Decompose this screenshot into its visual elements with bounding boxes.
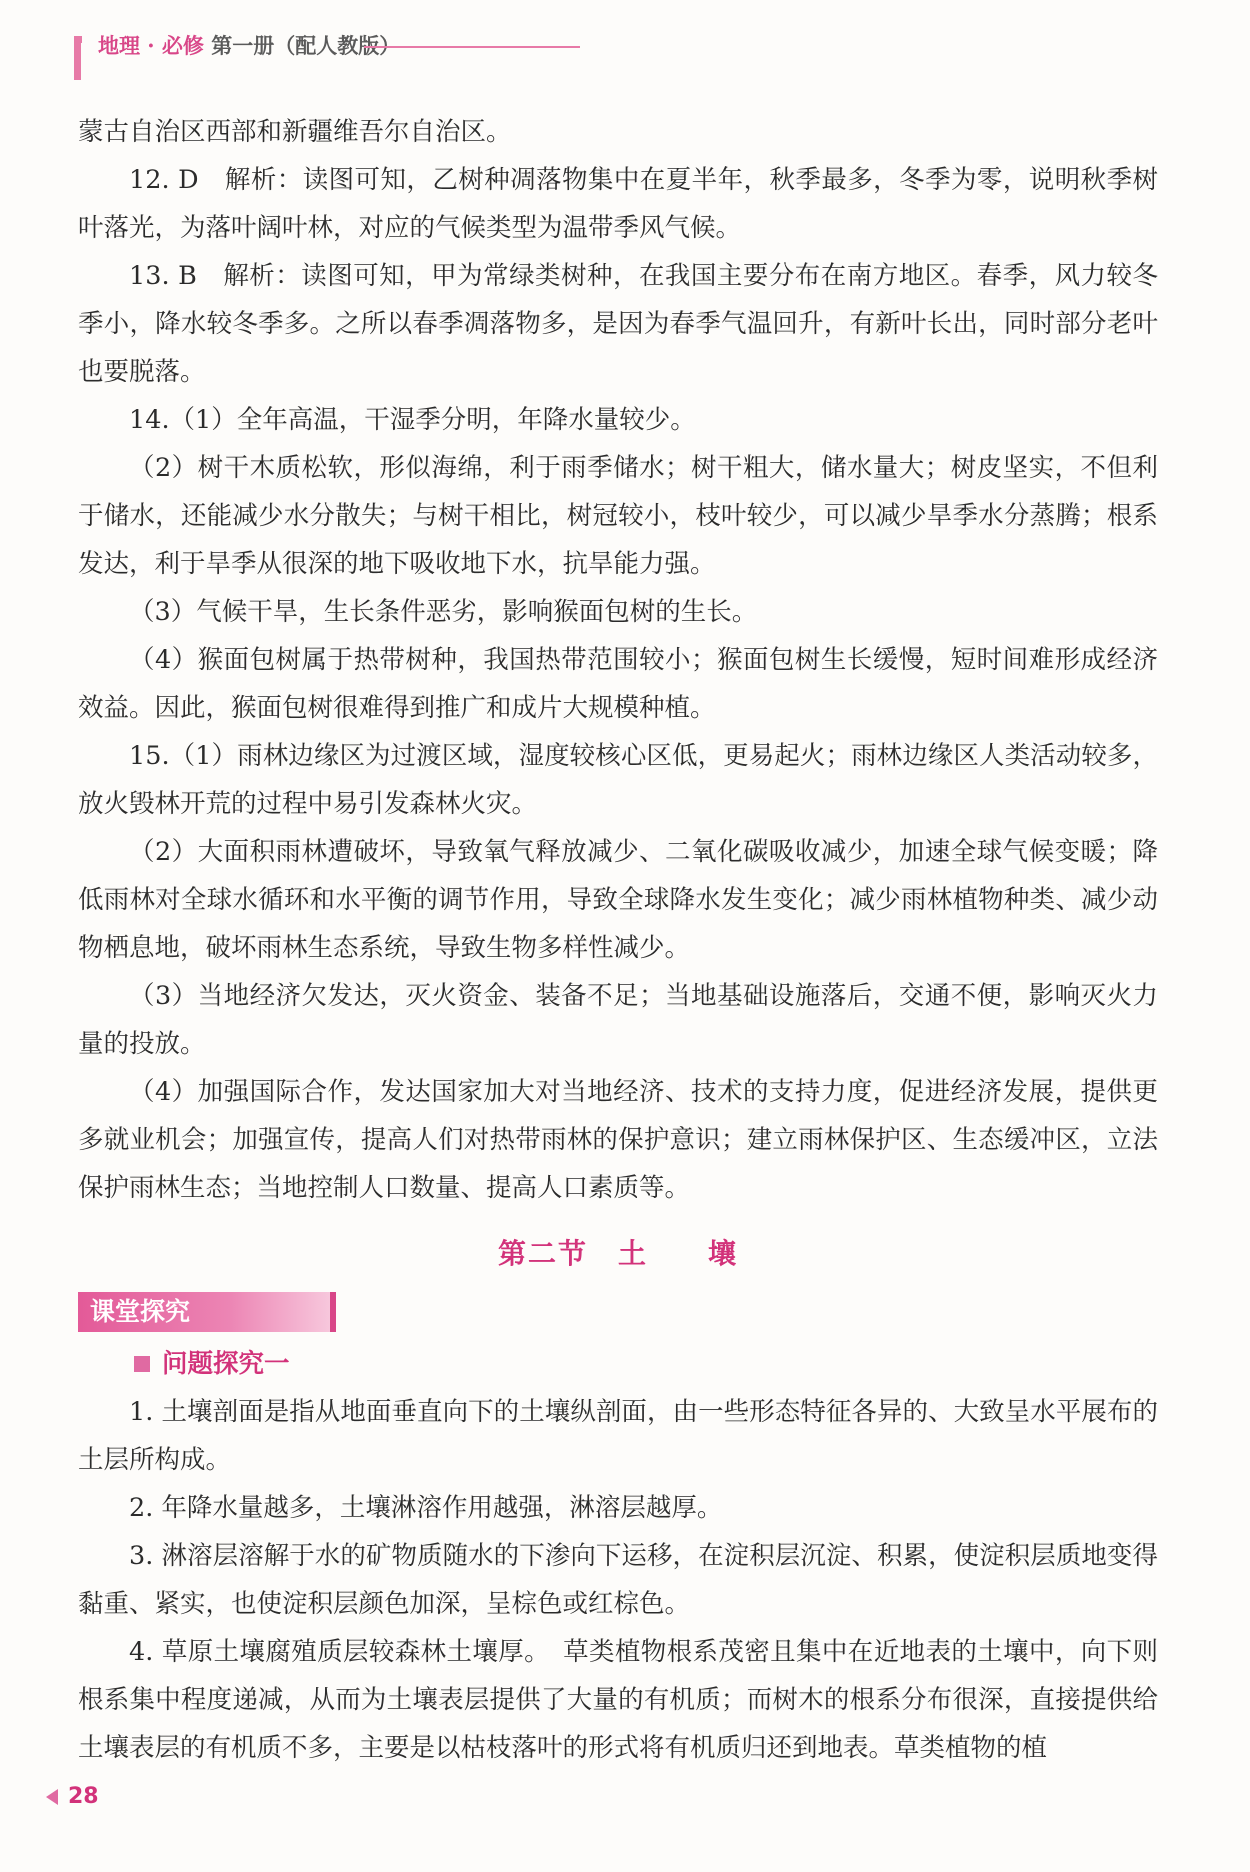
answer-14-1: 14.（1）全年高温，干湿季分明，年降水量较少。	[129, 405, 696, 435]
header-bracket-decoration	[74, 36, 82, 80]
page-number: 28	[68, 1784, 99, 1809]
paragraph: 蒙古自治区西部和新疆维吾尔自治区。	[78, 117, 512, 147]
header-subject: 地理 · 必修	[98, 33, 204, 58]
page-content	[78, 108, 1158, 1772]
answer-14-3: （3）气候干旱，生长条件恶劣，影响猴面包树的生长。	[129, 597, 758, 627]
inquiry-answer-2: 2. 年降水量越多，土壤淋溶作用越强，淋溶层越厚。	[129, 1493, 723, 1523]
answer-12: 12. D 解析：读图可知，乙树种凋落物集中在夏半年，秋季最多，冬季为零，说明秋季树叶落光，为落叶阔叶林，对应的气候类型为温带季风气候。	[78, 165, 1158, 243]
header-title	[98, 30, 400, 60]
answer-14-2: （2）树干木质松软，形似海绵，利于雨季储水；树干粗大，储水量大；树皮坚实，不但利于储水，还能减少水分散失；与树干相比，树冠较小，枝叶较少，可以减少旱季水分蒸腾；根系发达，利于旱季从很深的地下吸收地下水，抗旱能力强。	[78, 453, 1158, 579]
answer-14-4: （4）猴面包树属于热带树种，我国热带范围较小；猴面包树生长缓慢，短时间难形成经济效益。因此，猴面包树很难得到推广和成片大规模种植。	[78, 645, 1158, 723]
page-arrow-icon	[46, 1789, 58, 1805]
answer-13: 13. B 解析：读图可知，甲为常绿类树种，在我国主要分布在南方地区。春季，风力较冬季小，降水较冬季多。之所以春季凋落物多，是因为春季气温回升，有新叶长出，同时部分老叶也要脱落。	[78, 261, 1158, 387]
answer-15-1: 15.（1）雨林边缘区为过渡区域，湿度较核心区低，更易起火；雨林边缘区人类活动较多，放火毁林开荒的过程中易引发森林火灾。	[78, 741, 1158, 819]
section-title: 第二节 土 壤	[497, 1237, 738, 1270]
inquiry-answer-4: 4. 草原土壤腐殖质层较森林土壤厚。 草类植物根系茂密且集中在近地表的土壤中，向下则根系集中程度递减，从而为土壤表层提供了大量的有机质；而树木的根系分布很深，直接提供给土壤表层的有机质不多，主要是以枯枝落叶的形式将有机质归还到地表。草类植物的植	[78, 1637, 1158, 1763]
subheading-label: 问题探究一	[162, 1349, 290, 1379]
inquiry-answer-3: 3. 淋溶层溶解于水的矿物质随水的下渗向下运移，在淀积层沉淀、积累，使淀积层质地变得黏重、紧实，也使淀积层颜色加深，呈棕色或红棕色。	[78, 1541, 1158, 1619]
section-banner	[78, 1292, 336, 1332]
page-footer	[46, 1784, 99, 1809]
inquiry-answer-1: 1. 土壤剖面是指从地面垂直向下的土壤纵剖面，由一些形态特征各异的、大致呈水平展布的土层所构成。	[78, 1397, 1158, 1475]
answer-15-2: （2）大面积雨林遭破坏，导致氧气释放减少、二氧化碳吸收减少，加速全球气候变暖；降低雨林对全球水循环和水平衡的调节作用，导致全球降水发生变化；减少雨林植物种类、减少动物栖息地，破坏雨林生态系统，导致生物多样性减少。	[78, 837, 1158, 963]
subheading	[134, 1340, 1158, 1388]
answer-15-3: （3）当地经济欠发达，灭火资金、装备不足；当地基础设施落后，交通不便，影响灭火力量的投放。	[78, 981, 1158, 1059]
square-bullet-icon	[134, 1356, 150, 1372]
banner-label: 课堂探究	[90, 1297, 191, 1326]
header-rule	[364, 46, 580, 48]
page-header	[62, 30, 582, 78]
answer-15-4: （4）加强国际合作，发达国家加大对当地经济、技术的支持力度，促进经济发展，提供更多就业机会；加强宣传，提高人们对热带雨林的保护意识；建立雨林保护区、生态缓冲区，立法保护雨林生态；当地控制人口数量、提高人口素质等。	[78, 1077, 1158, 1203]
header-volume: 第一册（配人教版）	[211, 33, 401, 58]
